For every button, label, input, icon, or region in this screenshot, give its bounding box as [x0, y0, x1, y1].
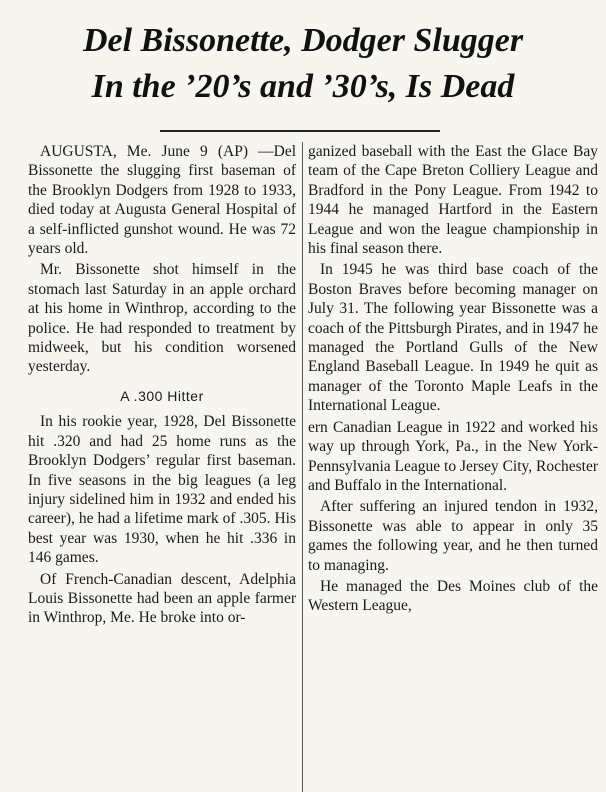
article-paragraph: Mr. Bissonette shot himself in the stomach last Saturday in an apple orchard at his home in Winthrop, according to the police. He had responded to treatment by midweek, but his condition worsened yesterday.	[28, 261, 296, 376]
article-paragraph: AUGUSTA, Me. June 9 (AP) —Del Bissonette the slugging first baseman of the Brooklyn Dodgers from 1928 to 1933, died today at Augusta General Hospital of a self-inflicted gunshot wound. He was 72 years old.	[28, 143, 296, 258]
article-paragraph: In 1945 he was third base coach of the Boston Braves before becoming manager on July 31. The following year Bissonette was a coach of the Pittsburgh Pirates, and in 1947 he managed the Portland Gulls of the New England Baseball League. In 1949 he quit as manager of the Toronto Maple Leafs in the International League.	[308, 261, 598, 415]
headline-line-1: Del Bissonette, Dodger Slugger	[82, 22, 524, 59]
headline-line-2: In the ’20’s and ’30’s, Is Dead	[91, 68, 515, 105]
article-subhead: A .300 Hitter	[120, 387, 204, 404]
article-column-right	[308, 142, 598, 618]
headline	[0, 18, 606, 110]
column-divider	[302, 142, 303, 792]
article-column-left	[28, 142, 296, 630]
article-paragraph: Of French-Canadian descent, Adelphia Louis Bissonette had been an apple farmer in Winthrop, Me. He broke into or-	[28, 570, 296, 627]
article-paragraph: He managed the Des Moines club of the Western League,	[308, 577, 598, 615]
article-paragraph: ganized baseball with the East the Glace Bay team of the Cape Breton Colliery League and Bradford in the Pony League. From 1942 to 1944 he managed Hartford in the Eastern League and won the league championship in his final season there.	[308, 143, 598, 258]
article-paragraph: ern Canadian League in 1922 and worked his way up through York, Pa., in the New York-Pennsylvania League to Jersey City, Rochester and Buffalo in the International.	[308, 418, 598, 494]
headline-rule	[160, 130, 440, 132]
article-paragraph: In his rookie year, 1928, Del Bissonette hit .320 and had 25 home runs as the Brooklyn Dodgers’ regular first baseman. In five seasons in the big leagues (a leg injury sidelined him in 1932 and ended his career), he had a lifetime mark of .305. His best year was 1930, when he hit .336 in 146 games.	[28, 413, 296, 567]
article-paragraph: After suffering an injured tendon in 1932, Bissonette was able to appear in only 35 games the following year, and he then turned to managing.	[308, 498, 598, 574]
